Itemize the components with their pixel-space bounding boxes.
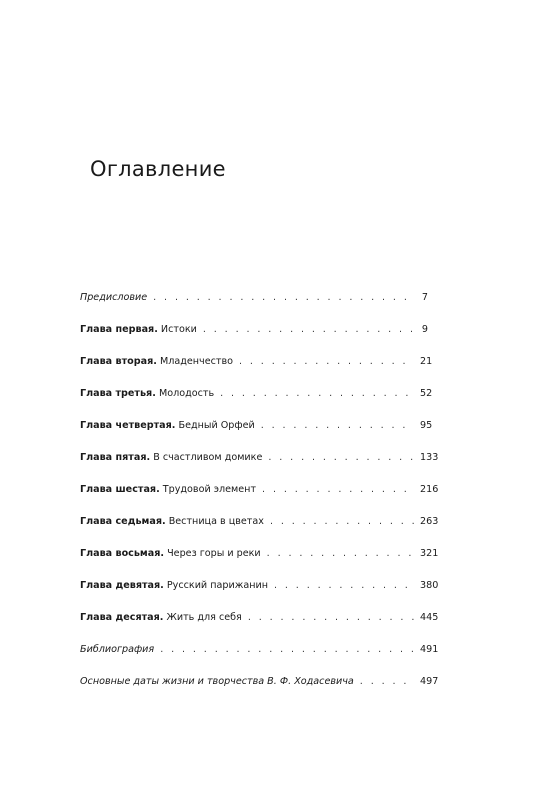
dot-leader [203, 321, 414, 339]
page-title: Оглавление [90, 157, 226, 181]
dot-leader [248, 609, 414, 627]
toc-entry-title: Молодость [158, 388, 215, 399]
toc-entry-label [80, 513, 264, 531]
toc-page-number: 263 [420, 516, 439, 527]
toc-page-number: 7 [421, 292, 428, 303]
toc-entry-title: Через горы и реки [167, 548, 261, 559]
toc-entry-title: Жить для себя [166, 612, 242, 623]
toc-chapter-number: Глава седьмая. [80, 516, 166, 527]
toc-entry [80, 353, 433, 385]
toc-entry [80, 449, 439, 481]
toc-chapter-number: Глава третья. [80, 388, 156, 399]
toc-page-number: 9 [421, 324, 428, 335]
toc-entry [80, 289, 428, 321]
dot-leader [270, 513, 414, 531]
toc-page-number: 491 [420, 644, 439, 655]
toc-entry-title: Вестница в цветах [168, 516, 264, 527]
toc-page-number: 52 [420, 388, 433, 399]
toc-page-number: 321 [420, 548, 439, 559]
toc-entry-title: Истоки [160, 324, 197, 335]
toc-page-number: 21 [420, 356, 433, 367]
toc-entry [80, 321, 428, 353]
toc-page-number: 133 [420, 452, 439, 463]
toc-entry-label [80, 353, 233, 371]
toc-chapter-number: Глава пятая. [80, 452, 151, 463]
toc-entry-title: Младенчество [159, 356, 233, 367]
toc-entry-title: Библиография [80, 644, 155, 655]
dot-leader [153, 289, 414, 307]
toc-entry [80, 385, 433, 417]
table-of-contents [80, 289, 439, 705]
toc-chapter-number: Глава восьмая. [80, 548, 165, 559]
toc-entry-label [80, 545, 261, 563]
toc-entry-label [80, 449, 262, 467]
toc-chapter-number: Глава девятая. [80, 580, 164, 591]
dot-leader [261, 417, 414, 435]
toc-page-number: 380 [420, 580, 439, 591]
dot-leader [220, 385, 414, 403]
toc-page-number: 445 [420, 612, 439, 623]
dot-leader [360, 673, 414, 691]
toc-entry-label [80, 385, 214, 403]
toc-entry-title: Предисловие [80, 292, 148, 303]
dot-leader [160, 641, 414, 659]
dot-leader [268, 449, 414, 467]
dot-leader [274, 577, 414, 595]
toc-entry-title: Трудовой элемент [162, 484, 257, 495]
dot-leader [239, 353, 414, 371]
toc-chapter-number: Глава вторая. [80, 356, 157, 367]
toc-chapter-number: Глава первая. [80, 324, 158, 335]
toc-entry [80, 673, 439, 705]
toc-entry-title: Основные даты жизни и творчества В. Ф. Ходасевича [80, 676, 354, 687]
toc-entry [80, 641, 439, 673]
toc-page-number: 95 [420, 420, 433, 431]
toc-entry-label [80, 321, 197, 339]
toc-page-number: 497 [420, 676, 439, 687]
dot-leader [262, 481, 414, 499]
toc-chapter-number: Глава четвертая. [80, 420, 176, 431]
toc-entry [80, 609, 439, 641]
toc-entry [80, 545, 439, 577]
toc-entry-label [80, 417, 255, 435]
toc-page-number: 216 [420, 484, 439, 495]
toc-entry-label [80, 577, 268, 595]
toc-entry-title: Бедный Орфей [178, 420, 255, 431]
toc-chapter-number: Глава шестая. [80, 484, 160, 495]
toc-entry-label [80, 481, 256, 499]
toc-chapter-number: Глава десятая. [80, 612, 164, 623]
toc-entry-label [80, 609, 242, 627]
toc-entry [80, 513, 439, 545]
toc-entry-title: Русский парижанин [166, 580, 268, 591]
toc-entry-title: В счастливом домике [153, 452, 263, 463]
toc-entry [80, 417, 433, 449]
dot-leader [267, 545, 414, 563]
toc-entry [80, 577, 439, 609]
toc-entry [80, 481, 439, 513]
